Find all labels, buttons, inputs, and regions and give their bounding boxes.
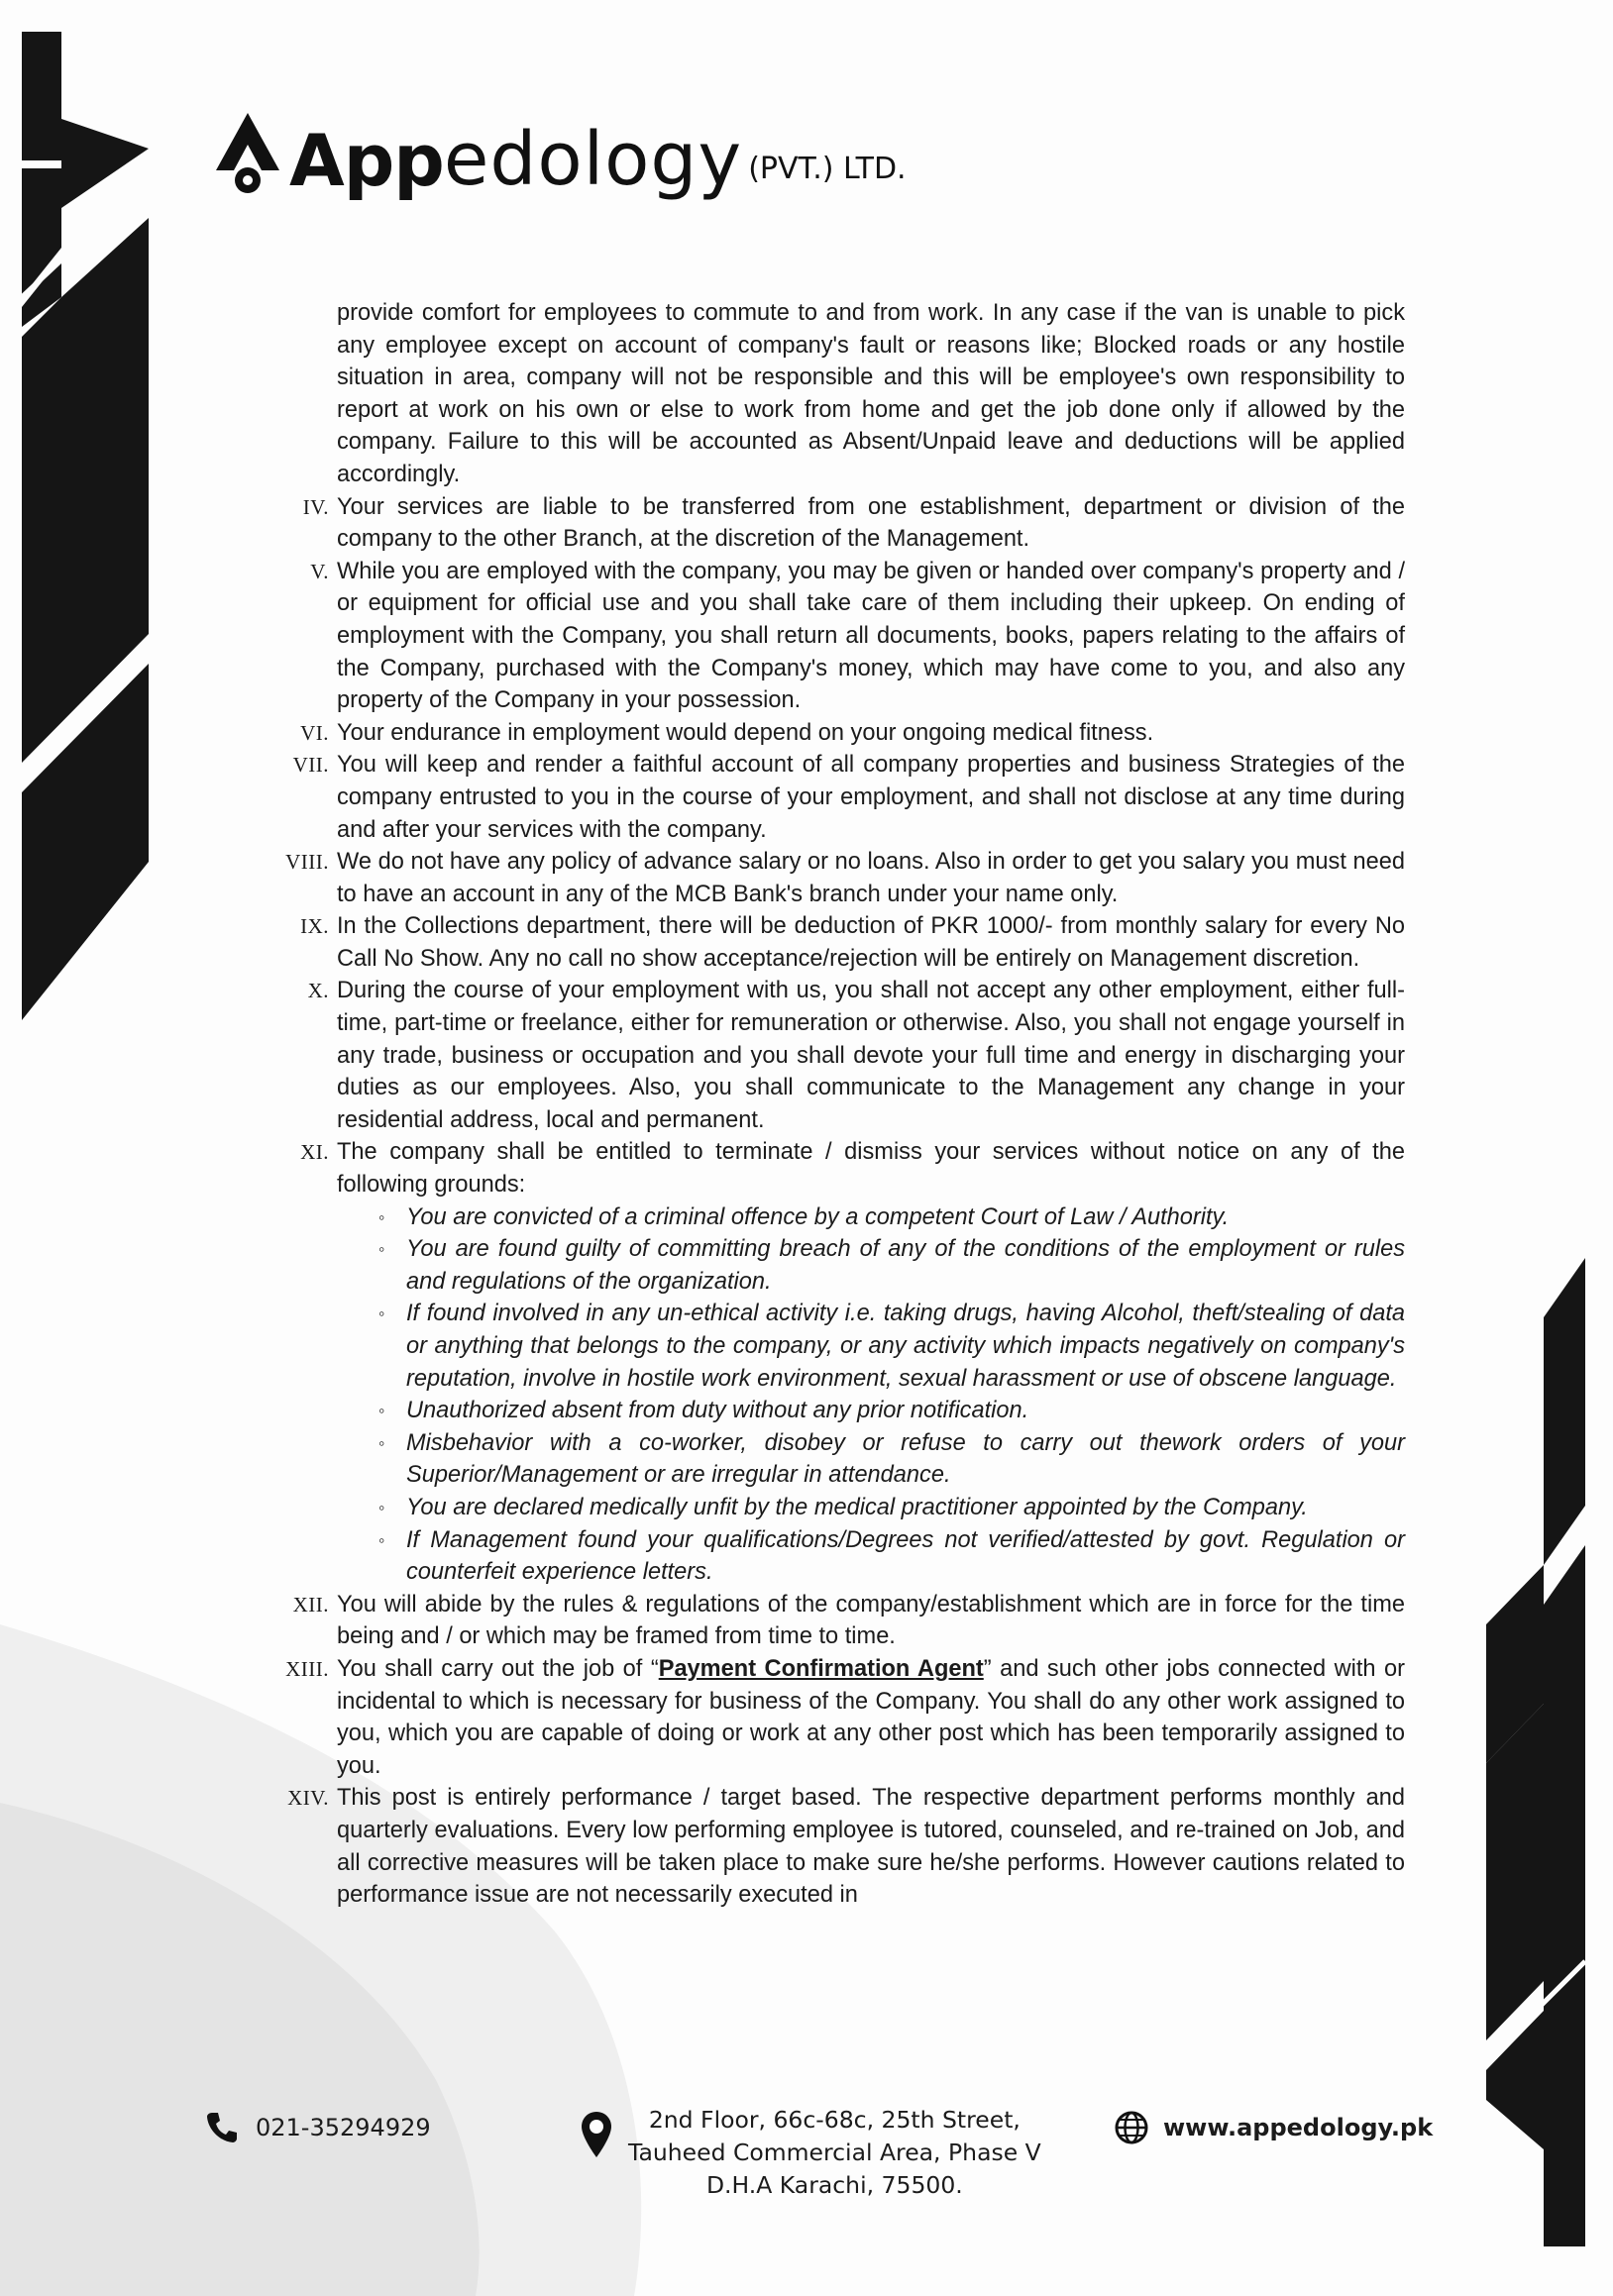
clause-x <box>297 975 1405 1136</box>
address-text <box>628 2104 1041 2202</box>
clause-number: VIII. <box>285 850 329 875</box>
ground-text: Unauthorized absent from duty without any prior notification. <box>406 1398 1029 1424</box>
phone-number: 021-35294929 <box>256 2114 431 2141</box>
logo-text-bold: App <box>289 119 444 202</box>
clause-vi <box>297 717 1405 750</box>
footer-phone <box>204 2110 431 2145</box>
clause-ix <box>297 910 1405 975</box>
clause-number: VII. <box>292 753 329 778</box>
bullet-icon: ◦ <box>378 1239 385 1260</box>
logo-suffix: (PVT.) LTD. <box>748 152 907 186</box>
clause-text: The company shall be entitled to terminate / dismiss your services without notice on any of the following grounds: <box>337 1139 1405 1199</box>
clause-number: IV. <box>302 494 329 519</box>
clause-text: Your endurance in employment would depend on your ongoing medical fitness. <box>337 719 1154 746</box>
clause-text: This post is entirely performance / target based. The respective department performs monthly and quarterly evaluations. Every low performing employee is tutored, counseled, and re-trained on Job, and all corrective measures will be taken place to make sure he/she performs. However cautions related to performance issue are not necessarily executed in <box>337 1785 1405 1909</box>
ground-text: You are declared medically unfit by the medical practitioner appointed by the Company. <box>406 1494 1308 1520</box>
ground-text: You are convicted of a criminal offence by a competent Court of Law / Authority. <box>406 1203 1230 1230</box>
list-item <box>380 1427 1405 1492</box>
list-item <box>380 1524 1405 1589</box>
clause-text: While you are employed with the company, you may be given or handed over company's property and / or equipment for official use and you shall take care of them including their upkeep. On ending of employment with the Company, you shall return all documents, books, papers relating to the affairs of the Company, purchased with the Company's money, which may have come to you, and also any property of the Company in your possession. <box>337 558 1405 714</box>
clause-xii <box>292 1589 1405 1653</box>
clause-number: XI. <box>300 1140 329 1165</box>
clause-v <box>297 556 1405 717</box>
clause-xi <box>297 1136 1405 1200</box>
clause-xiv <box>287 1782 1405 1911</box>
list-item <box>380 1492 1405 1524</box>
clause-text: We do not have any policy of advance salary or no loans. Also in order to get you salary you must need to have an account in any of the MCB Bank's branch under your name only. <box>337 849 1405 907</box>
intro-paragraph: provide comfort for employees to commute to and from work. In any case if the van is unable to pick any employee except on account of company's fault or reasons like; Blocked roads or any hostile situation in area, company will not be responsible and this will be employee's own responsibility to report at work on his own or else to work from home and get the job done only if allowed by the company. Failure to this will be accounted as Absent/Unpaid leave and deductions will be applied accordingly. <box>337 300 1405 487</box>
letter-body <box>285 297 1406 1912</box>
clause-text-before: You shall carry out the job of “ <box>337 1655 659 1682</box>
clause-number: XIV. <box>287 1786 329 1811</box>
location-pin-icon <box>579 2110 614 2161</box>
logo-text-light: edology <box>443 117 743 202</box>
bullet-icon: ◦ <box>378 1304 385 1324</box>
footer-website <box>1114 2110 1433 2145</box>
globe-icon <box>1114 2110 1149 2145</box>
footer-address <box>579 2104 1041 2202</box>
clause-text: Your services are liable to be transferred from one establishment, department or division of the company to the other Branch, at the discretion of the Management. <box>337 493 1405 553</box>
clause-number: X. <box>307 979 329 1003</box>
clause-iv <box>297 491 1405 556</box>
address-line-3: D.H.A Karachi, 75500. <box>705 2171 963 2199</box>
clause-xiii <box>285 1653 1406 1782</box>
list-item <box>380 1298 1405 1395</box>
company-logo <box>210 97 907 202</box>
letterhead-footer <box>0 2104 1613 2203</box>
ground-text: If Management found your qualifications/Degrees not verified/attested by govt. Regulation or counterfeit experience letters. <box>406 1526 1405 1586</box>
list-item <box>380 1233 1405 1298</box>
logo-mark-icon <box>210 109 285 196</box>
address-line-1: 2nd Floor, 66c-68c, 25th Street, <box>648 2106 1021 2134</box>
bullet-icon: ◦ <box>378 1401 385 1421</box>
ground-text: Misbehavior with a co-worker, disobey or refuse to carry out thework orders of your Superior/Management or are irregular in attendance. <box>406 1429 1405 1489</box>
ground-text: You are found guilty of committing breach of any of the conditions of the employment or rules and regulations of the organization. <box>406 1236 1405 1295</box>
clause-number: XIII. <box>285 1656 329 1681</box>
bullet-icon: ◦ <box>378 1497 385 1517</box>
ground-text: If found involved in any un-ethical activity i.e. taking drugs, having Alcohol, theft/stealing of data or anything that belongs to the company, or any activity which impacts negatively on company's reputation, involve in hostile work environment, sexual harassment or use of obscene language. <box>406 1301 1405 1392</box>
job-title: Payment Confirmation Agent <box>658 1655 984 1682</box>
clause-text: You will keep and render a faithful account of all company properties and business Strategies of the company entrusted to you in the course of your employment, and shall not disclose at any time during and after your services with the company. <box>337 752 1405 843</box>
clause-number: VI. <box>300 720 329 745</box>
clause-vii <box>292 749 1405 846</box>
clause-viii <box>285 846 1405 910</box>
clause-number: V. <box>310 559 329 583</box>
bullet-icon: ◦ <box>378 1206 385 1227</box>
website-url: www.appedology.pk <box>1163 2114 1434 2141</box>
clause-text: In the Collections department, there will be deduction of PKR 1000/- from monthly salary for every No Call No Show. Any no call no show acceptance/rejection will be entirely on Management discretion. <box>337 913 1405 972</box>
list-item <box>380 1201 1405 1234</box>
clause-text: You will abide by the rules & regulations of the company/establishment which are in force for the time being and / or which may be framed from time to time. <box>337 1591 1405 1650</box>
clause-text-after: ” and such other jobs connected with or incidental to which is necessary for business of the Company. You shall do any other work assigned to you, which you are capable of doing or work at any other post which has been temporarily assigned to you. <box>337 1655 1406 1779</box>
clause-number: XII. <box>292 1592 329 1617</box>
address-line-2: Tauheed Commercial Area, Phase V <box>628 2139 1041 2166</box>
list-item <box>380 1395 1405 1427</box>
bullet-icon: ◦ <box>378 1432 385 1453</box>
bullet-icon: ◦ <box>378 1529 385 1550</box>
clause-number: IX. <box>300 914 329 939</box>
termination-grounds-list <box>297 1201 1405 1589</box>
phone-icon <box>204 2110 240 2145</box>
clause-text: During the course of your employment with us, you shall not accept any other employment, either full-time, part-time or freelance, either for remuneration or otherwise. Also, you shall not engage yourself in any trade, business or occupation and you shall devote your full time and energy in discharging your duties as our employees. Also, you shall communicate to the Management any change in your residential address, local and permanent. <box>337 978 1405 1133</box>
